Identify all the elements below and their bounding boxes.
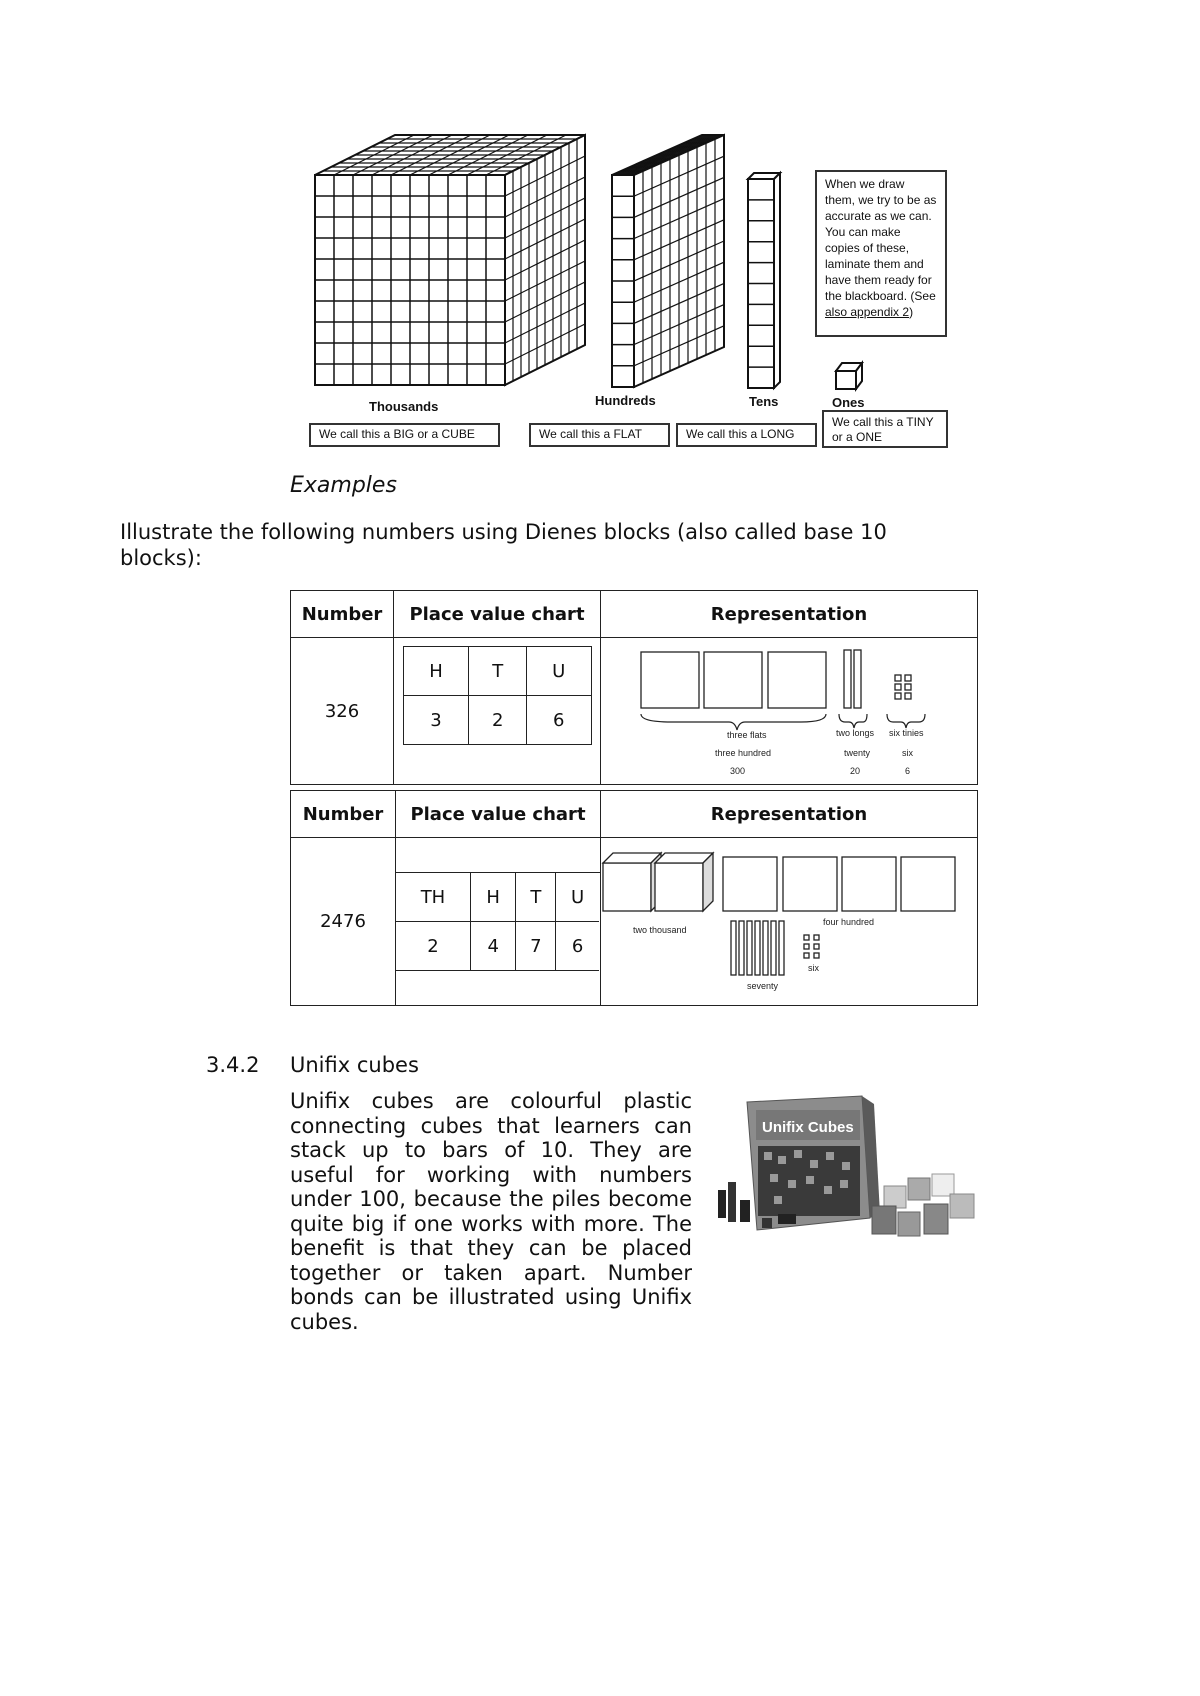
place-value-cell (396, 838, 601, 1006)
unifix-paragraph: Unifix cubes are colourful plastic connecting cubes that learners can stack up to bars of 10. They are useful for working with numbers under 100, because the piles become quite big if one works with more. The benefit is that they can be placed together or taken apart. Number bonds can be illustrated using Unifix cubes. (290, 1089, 692, 1334)
unifix-box-title: Unifix Cubes (762, 1119, 854, 1136)
section-number: 3.4.2 (206, 1053, 260, 1077)
pv-header-t: T (516, 873, 556, 922)
flats-label: four hundred (823, 916, 875, 927)
longs-label-3: 20 (850, 766, 861, 776)
representation-header: Representation (601, 591, 978, 638)
thousand-cube-drawing (315, 135, 585, 385)
intro-paragraph: Illustrate the following numbers using Dienes blocks (also called base 10 blocks): (120, 520, 887, 570)
note-see-prefix: (See (910, 289, 936, 303)
place-value-header: Place value chart (394, 591, 601, 638)
number-header: Number (291, 791, 396, 838)
hundreds-label: Hundreds (595, 393, 656, 408)
longs-label-2: twenty (844, 748, 871, 758)
place-value-header: Place value chart (396, 791, 601, 838)
example-table-326 (290, 590, 978, 785)
hundred-flat-drawing (612, 135, 724, 387)
flats-label-3: 300 (730, 766, 746, 776)
unifix-box (747, 1096, 880, 1230)
tinies-label-1: six tinies (889, 728, 924, 738)
tinies-label-2: six (902, 748, 913, 758)
place-value-chart (403, 646, 592, 745)
pv-header-u: U (527, 647, 592, 696)
pv-value-h: 4 (470, 922, 516, 971)
cubes-label: two thousand (633, 924, 687, 935)
representation-header: Representation (601, 791, 978, 838)
representation-cell (601, 838, 978, 1006)
pv-value-th: 2 (396, 922, 470, 971)
note-see-suffix: ) (909, 305, 914, 319)
place-value-cell (394, 638, 601, 785)
pv-header-h: H (403, 647, 469, 696)
appendix-link[interactable]: also appendix 2 (825, 305, 910, 319)
ten-long-drawing (748, 173, 780, 388)
number-header: Number (291, 591, 394, 638)
thousands-label: Thousands (369, 399, 439, 414)
representation-326-drawing (601, 638, 976, 780)
pv-value-t: 2 (469, 696, 527, 745)
long-callout: We call this a LONG (676, 423, 817, 447)
examples-heading: Examples (290, 473, 397, 498)
cube-callout: We call this a BIG or a CUBE (309, 423, 500, 447)
pv-header-th: TH (396, 873, 470, 922)
representation-2476-drawing (601, 841, 976, 999)
longs-label-1: two longs (836, 728, 875, 738)
unifix-cubes-photo (712, 1090, 982, 1250)
pv-value-u: 6 (556, 922, 599, 971)
flats-label-2: three hundred (715, 748, 772, 758)
number-cell: 326 (291, 638, 394, 785)
pv-value-h: 3 (403, 696, 469, 745)
section-title: Unifix cubes (290, 1053, 419, 1077)
pv-value-t: 7 (516, 922, 556, 971)
drawing-note (815, 170, 947, 337)
pv-value-u: 6 (527, 696, 592, 745)
example-table-2476 (290, 790, 978, 1006)
tinies-label: six (808, 962, 819, 973)
longs-label: seventy (747, 980, 779, 991)
flat-callout: We call this a FLAT (529, 423, 670, 447)
place-value-chart (396, 873, 599, 971)
tinies-label-3: 6 (905, 766, 911, 776)
representation-cell (601, 638, 978, 785)
ones-label: Ones (832, 395, 865, 410)
note-text: When we draw them, we try to be as accurate as we can. You can make copies of these, laminate them and have them ready for the blackboard. (825, 177, 937, 303)
pv-header-t: T (469, 647, 527, 696)
pv-header-u: U (556, 873, 599, 922)
one-tiny-drawing (836, 363, 862, 389)
flats-label-1: three flats (727, 730, 767, 740)
number-cell: 2476 (291, 838, 396, 1006)
tens-label: Tens (749, 394, 779, 409)
pv-header-h: H (470, 873, 516, 922)
tiny-callout: We call this a TINY or a ONE (822, 410, 948, 448)
